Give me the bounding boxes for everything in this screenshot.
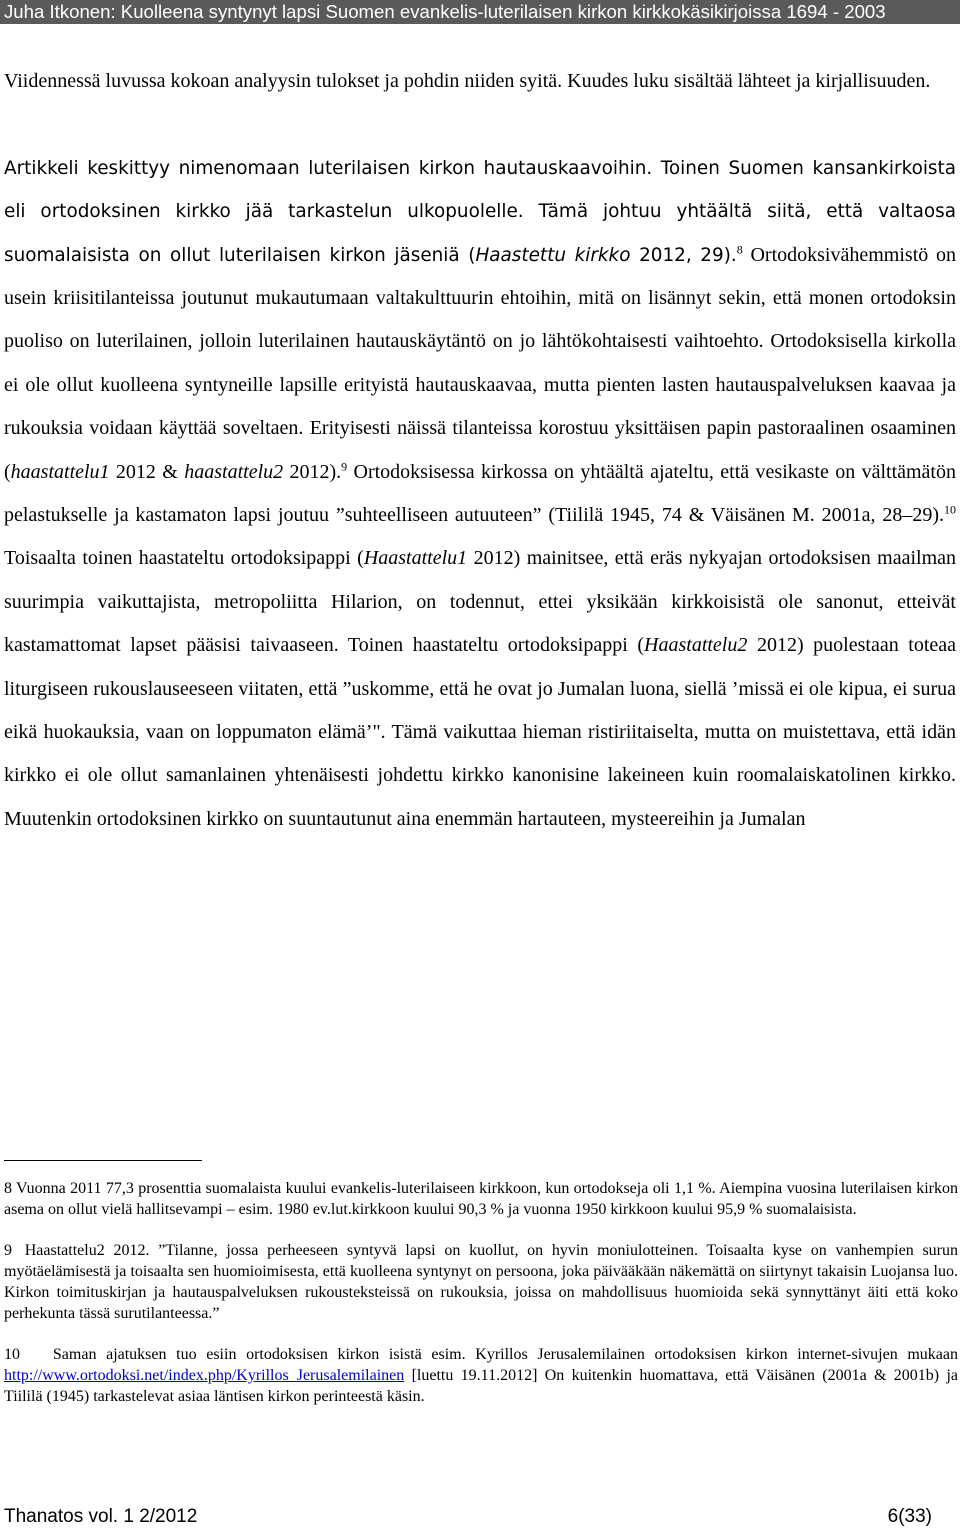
- page-number: 6(33): [887, 1506, 932, 1527]
- para2-sentence-d: Ortodoksivähemmistö on usein kriisitilanteissa joutunut mukautumaan valtakulttuurin ehtoihin, mitä on lisännyt sekin, että monen ortodoksin puoliso on luterilainen, jolloin luterilainen hautauskäytäntö on jo lähtökohtaisesti vaihtoehto.: [4, 243, 956, 353]
- footnote-text-end: [luettu 19.11.2012] On kuitenkin huomattava, että Väisänen (2001a & 2001b) ja Tiililä (1945) tarkastelevat asiaa läntisen kirkon perinteestä käsin.: [4, 1367, 958, 1405]
- header-title: Juha Itkonen: Kuolleena syntynyt lapsi Suomen evankelis-luterilaisen kirkon kirkkokäsikirjoissa 1694 - 2003: [4, 1, 886, 22]
- source-haastattelu2: haastattelu2: [184, 460, 284, 483]
- footnote-ref-9[interactable]: 9: [341, 458, 348, 473]
- body-text: [4, 60, 956, 841]
- journal-citation: Thanatos vol. 1 2/2012: [4, 1506, 198, 1527]
- footnote-10: [4, 1344, 958, 1407]
- page-footer: [4, 1506, 932, 1528]
- para2-sentence-c-end: 2012, 29).: [630, 244, 737, 266]
- footnote-number: 10: [4, 1346, 20, 1363]
- para2-sentence-g: Toisaalta toinen haastateltu ortodoksipappi (: [4, 547, 364, 570]
- footnotes: [4, 1178, 958, 1427]
- footnote-text: Haastattelu2 2012. ”Tilanne, jossa perheeseen syntyvä lapsi on kuollut, on hyvin moniulotteinen. Toisaalta kyse on vanhempien surun myötäelämisestä ja toisaalta sen huomioimisesta, että kuolleena syntynyt on persoona, joka päivääkään näkemättä on siirtynyt takaisin Luojansa luo. Kirkon toimituskirjan ja hautauspalveluksen rukousteksteissä on rukouksia, joissa on mahdollisuus huomioida sekä synnyttänyt äiti että koko perhekunta tässä surutilanteessa.”: [4, 1242, 959, 1322]
- footnote-ref-8[interactable]: 8: [736, 241, 743, 256]
- source-haastettu-kirkko: Haastettu kirkko: [475, 244, 631, 266]
- ortodoksi-link[interactable]: http://www.ortodoksi.net/index.php/Kyrillos_Jerusalemilainen: [4, 1367, 405, 1384]
- paragraph-2: [4, 147, 956, 842]
- footnote-number: 9: [4, 1242, 12, 1259]
- para2-sentence-g-mid: 2012) mainitsee, että eräs nykyajan ortodoksisen maailman suurimpia vaikuttajista, metropoliitta Hilarion, on todennut, ettei yksikään kirkkoisistä ole sanonut, etteivät kastamattomat lapset pääsisi taivaaseen. Toinen haastateltu ortodoksipappi (: [4, 547, 957, 657]
- source-haastattelu1-b: Haastattelu1: [363, 547, 468, 570]
- footnote-number: 8: [4, 1180, 12, 1197]
- para2-sentence-b: Toinen Suomen kansankirkoista eli ortodoksinen kirkko jää tarkastelun ulkopuolelle.: [4, 157, 956, 223]
- paragraph-1: Viidennessä luvussa kokoan analyysin tulokset ja pohdin niiden syitä. Kuudes luku sisältää lähteet ja kirjallisuuden.: [4, 70, 931, 92]
- footnote-divider: [4, 1160, 202, 1161]
- footnote-9: [4, 1240, 958, 1324]
- source-haastattelu1: haastattelu1: [10, 460, 110, 483]
- paragraph-spacer: [4, 103, 956, 146]
- footnote-text: Vuonna 2011 77,3 prosenttia suomalaista kuului evankelis-luterilaiseen kirkkoon, kun ortodokseja oli 1,1 %. Aiempina vuosina luterilaisen kirkon asema on ollut vielä hallitsevampi – esim. 1980 ev.lut.kirkkoon kuului 90,3 % ja vuonna 1950 kirkkoon kuului 95,9 % suomalaisista.: [4, 1180, 958, 1218]
- document-header: [0, 0, 960, 24]
- para2-sentence-g-end: 2012) puolestaan toteaa liturgiseen rukouslauseeseen viitaten, että ”uskomme, että he ovat jo Jumalan luona, siellä ’missä ei ole kipua, ei surua eikä huokauksia, vaan on loppumaton elämä’". Tämä vaikuttaa hieman ristiriitaiselta, mutta on muistettava, että idän kirkko ei ole ollut samanlainen yhtenäisesti johdettu kirkko kanonisine lakeineen kuin roomalaiskatolinen kirkko. Muutenkin ortodoksinen kirkko on suuntautunut aina enemmän hartauteen, mysteereihin ja Jumalan: [4, 634, 957, 830]
- source-haastattelu2-b: Haastattelu2: [644, 634, 748, 657]
- para2-sentence-e: Ortodoksisella kirkolla ei ole ollut kuolleena syntyneille lapsille erityistä hautauskaavaa, mutta pienten lasten hautauspalveluksen kaavaa ja rukouksia voidaan käyttää soveltaen. Erityisesti näissä tilanteissa korostuu yksittäisen papin pastoraalinen osaaminen (: [4, 330, 957, 483]
- para2-sentence-a: Artikkeli keskittyy nimenomaan luterilaisen kirkon hautauskaavoihin.: [4, 157, 653, 179]
- footnote-8: [4, 1178, 958, 1220]
- para2-sentence-e-end: 2012).: [283, 460, 342, 483]
- footnote-text: Saman ajatuksen tuo esiin ortodoksisen kirkon isistä esim. Kyrillos Jerusalemilainen ortodoksisen kirkon internet-sivujen mukaan: [52, 1346, 959, 1363]
- para2-sentence-f: Ortodoksisessa kirkossa on yhtäältä ajateltu, että vesikaste on välttämätön pelastukselle ja kastamaton lapsi joutuu ”suhteelliseen autuuteen” (Tiililä 1945, 74 & Väisänen M. 2001a, 28–29).: [4, 460, 956, 527]
- para2-sentence-c: Tämä johtuu yhtäältä siitä, että valtaosa suomalaisista on ollut luterilaisen kirkon jäseniä (: [4, 201, 957, 266]
- para2-sentence-e-mid: 2012 &: [109, 460, 185, 483]
- footnote-ref-10[interactable]: 10: [944, 502, 956, 517]
